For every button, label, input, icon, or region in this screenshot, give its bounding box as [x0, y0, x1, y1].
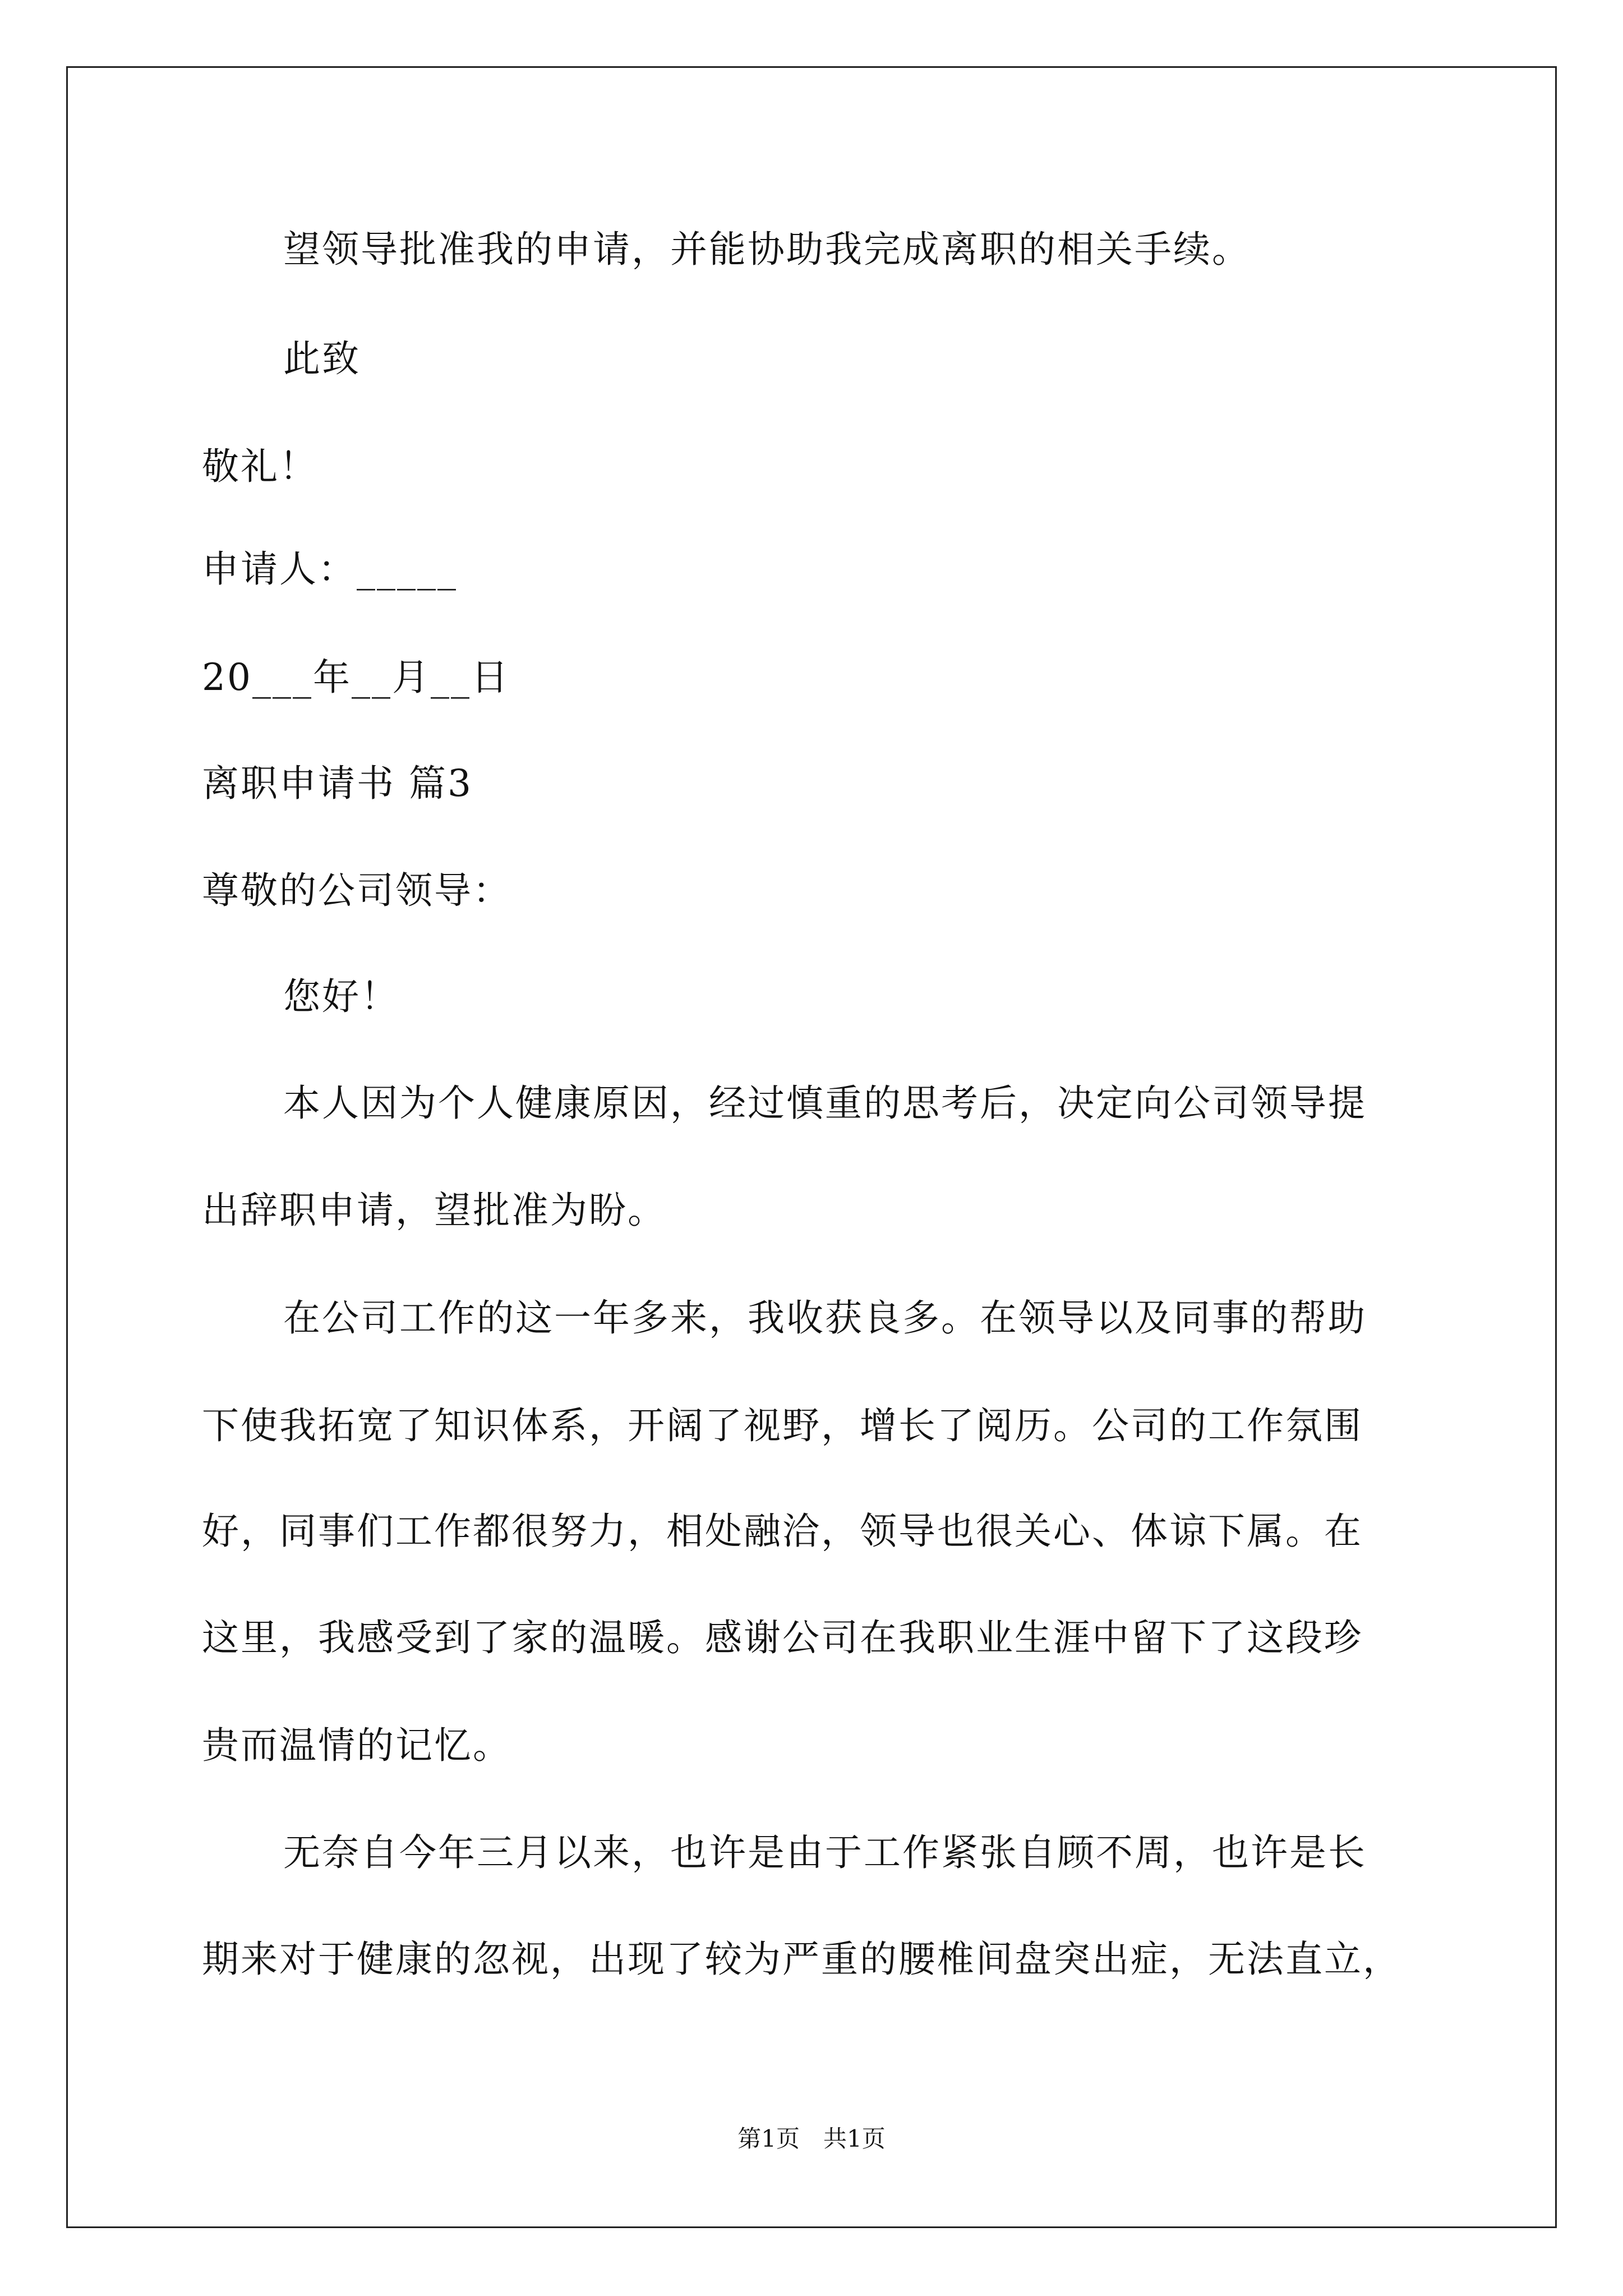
paragraph-line: 在公司工作的这一年多来，我收获良多。在领导以及同事的帮助: [283, 1296, 1367, 1340]
paragraph-line: 望领导批准我的申请，并能协助我完成离职的相关手续。: [283, 228, 1251, 271]
closing-regards: 敬礼！: [202, 445, 318, 488]
greeting-recipient: 尊敬的公司领导：: [202, 869, 511, 912]
paragraph-line: 本人因为个人健康原因，经过慎重的思考后，决定向公司领导提: [283, 1082, 1367, 1125]
section-heading: 离职申请书 篇3: [202, 762, 473, 805]
page-number-footer: 第1页 共1页: [737, 2125, 886, 2152]
paragraph-line: 下使我拓宽了知识体系，开阔了视野，增长了阅历。公司的工作氛围: [202, 1404, 1363, 1447]
paragraph-line: 这里，我感受到了家的温暖。感谢公司在我职业生涯中留下了这段珍: [202, 1616, 1363, 1659]
paragraph-line: 贵而温情的记忆。: [202, 1724, 511, 1767]
paragraph-line: 期来对于健康的忽视，出现了较为严重的腰椎间盘突出症，无法直立，: [202, 1938, 1401, 1981]
paragraph-line: 好，同事们工作都很努力，相处融洽，领导也很关心、体谅下属。在: [202, 1510, 1363, 1553]
paragraph-line: 出辞职申请，望批准为盼。: [202, 1189, 666, 1232]
applicant-signature-line: 申请人：_____: [202, 547, 458, 591]
paragraph-line: 无奈自今年三月以来，也许是由于工作紧张自顾不周，也许是长: [283, 1831, 1367, 1874]
closing-salutation: 此致: [283, 337, 361, 380]
page-border: [66, 66, 1557, 2228]
greeting: 您好！: [283, 975, 399, 1018]
date-line: 20___年__月__日: [202, 656, 510, 699]
